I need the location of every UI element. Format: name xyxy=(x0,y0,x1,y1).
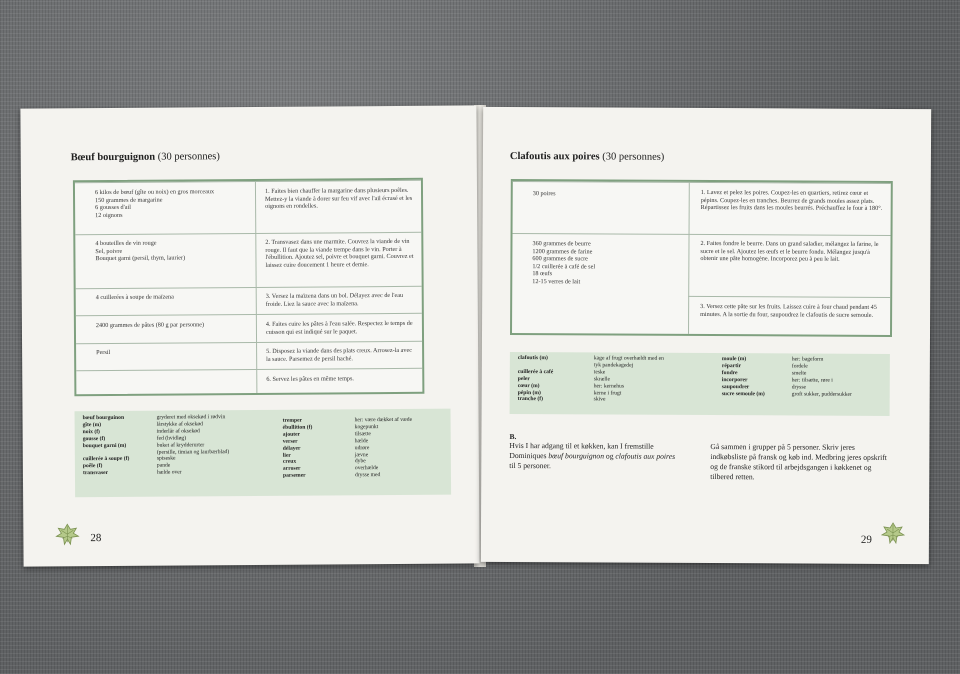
recipe-row: 6. Servez les pâtes en même temps. xyxy=(76,368,422,395)
page-number: 29 xyxy=(860,533,872,546)
recipe-row: Persil 5. Disposez la viande dans des plats creux. Arrosez-la avec la sauce. Parsemez de persil haché. xyxy=(76,341,422,371)
glossary-defs: her: bageform fordele smelte her: tilsætte, røre i drysse groft sukker, puddersukker xyxy=(791,356,852,398)
recipe-row: 2400 grammes de pâtes (80 g par personne) 4. Faites cuire les pâtes à l'eau salée. Respectez le temps de cuisson qui est indiqué sur le paquet. xyxy=(76,313,422,344)
page-number: 28 xyxy=(90,532,102,545)
instruction-right: Gå sammen i grupper på 5 personer. Skriv jeres indkøbsliste på fransk og køb ind. Medbring jeres opskrift og de franske stikord til arbejdsgangen i køkkenet og tilbered retten. xyxy=(710,442,887,482)
glossary-terms: bœuf bourguinon gîte (m) noix (f) gousse (f) bouquet garni (m) cuillerée à soupe (f) poêle (f) transvaser xyxy=(82,414,130,477)
glossary-terms: clafoutis (m) cuillerée à café peler cœur (m) pépin (m) tranche (f) xyxy=(517,355,554,403)
recipe-title-left: Bœuf bourguignon (30 personnes) xyxy=(70,151,220,164)
recipe-row: 30 poires 1. Lavez et pelez les poires. Coupez-les en quartiers, retirez cœur et pépins. Coupez-les en tranches. Beurrez de grands moules assez plats. Répartissez les fruits dans les moules beurrés. Préchauffez le four à 180°. xyxy=(513,181,891,236)
glossary-defs: kage af frugt overhældt med en tyk pandekagedej teske skrælle her: kernehus kerne i frugt skive xyxy=(593,355,664,403)
recipe-title-right: Clafoutis aux poires (30 personnes) xyxy=(509,150,665,163)
glossary-terms: moule (m) répartir fondre incorporer saupoudrer sucre semoule (m) xyxy=(721,356,765,397)
glossary-defs: her: være dækket af væde kogepunkt tilsætte hælde udrøre jævne dybe overhælde drysse med xyxy=(354,416,413,479)
recipe-row: 4 cuillerées à soupe de maïzena 3. Versez la maïzena dans un bol. Délayez avec de l'eau froide. Liez la sauce avec la maïzena. xyxy=(76,286,422,316)
glossary-left xyxy=(75,409,452,498)
instruction-left: Hvis I har adgang til et køkken, kan I fremstille Dominiques bœuf bourguignon og clafoutis aux poires til 5 personer. xyxy=(509,440,676,471)
grape-leaf-icon xyxy=(881,521,905,545)
recipe-table-left xyxy=(73,178,424,396)
glossary-terms: tremper ébullition (f) ajouter verser délayer lier creux arroser parsemer xyxy=(282,417,313,480)
right-page xyxy=(481,107,931,564)
grape-leaf-icon xyxy=(55,522,79,546)
glossary-defs: gryderet med oksekød i rødvin lårstykke af oksekød inderlår af oksekød fed (hvidløg) buket af krydderurter (persille, timian og laurbærblad) spiseske pande hælde over xyxy=(156,414,230,476)
glossary-right xyxy=(510,352,890,416)
left-page xyxy=(20,105,479,566)
recipe-table-right xyxy=(510,179,893,337)
recipe-row: 4 bouteilles de vin rouge Sel, poivre Bouquet garni (persil, thym, laurier) 2. Transvasez dans une marmite. Couvrez la viande de vin rouge. Il faut que la viande trempe dans le vin. Porter à l'ébullition. Ajoutez sel, poivre et bouquet garni. Couvrez et laissez cuire doucement 1 heure et demie. xyxy=(75,232,421,289)
section-label: B. xyxy=(509,431,517,442)
recipe-row: 360 grammes de beurre 1200 grammes de farine 600 grammes de sucre 1/2 cuillerée à café de sel 18 œufs 12-15 verres de lait 2. Faites fondre le beurre. Dans un grand saladier, mélangez la farine, le sucre et le sel. Ajoutez les œufs et le beurre fondu. Mélangez jusqu'à obtenir une pâte homogène. Incorporez peu à peu le lait. xyxy=(512,233,890,298)
recipe-row: 6 kilos de bœuf (gîte ou noix) en gros morceaux 150 grammes de margarine 6 gousses d'ail 12 oignons 1. Faites bien chauffer la margarine dans plusieurs poêles. Mettez-y la viande à dorer sur feu vif avec l'ail écrasé et les oignons en rondelles. xyxy=(75,180,421,235)
recipe-row: 3. Versez cette pâte sur les fruits. Laissez cuire à four chaud pendant 45 minutes. A la sortie du four, saupoudrez le clafoutis de sucre semoule. xyxy=(688,296,890,336)
